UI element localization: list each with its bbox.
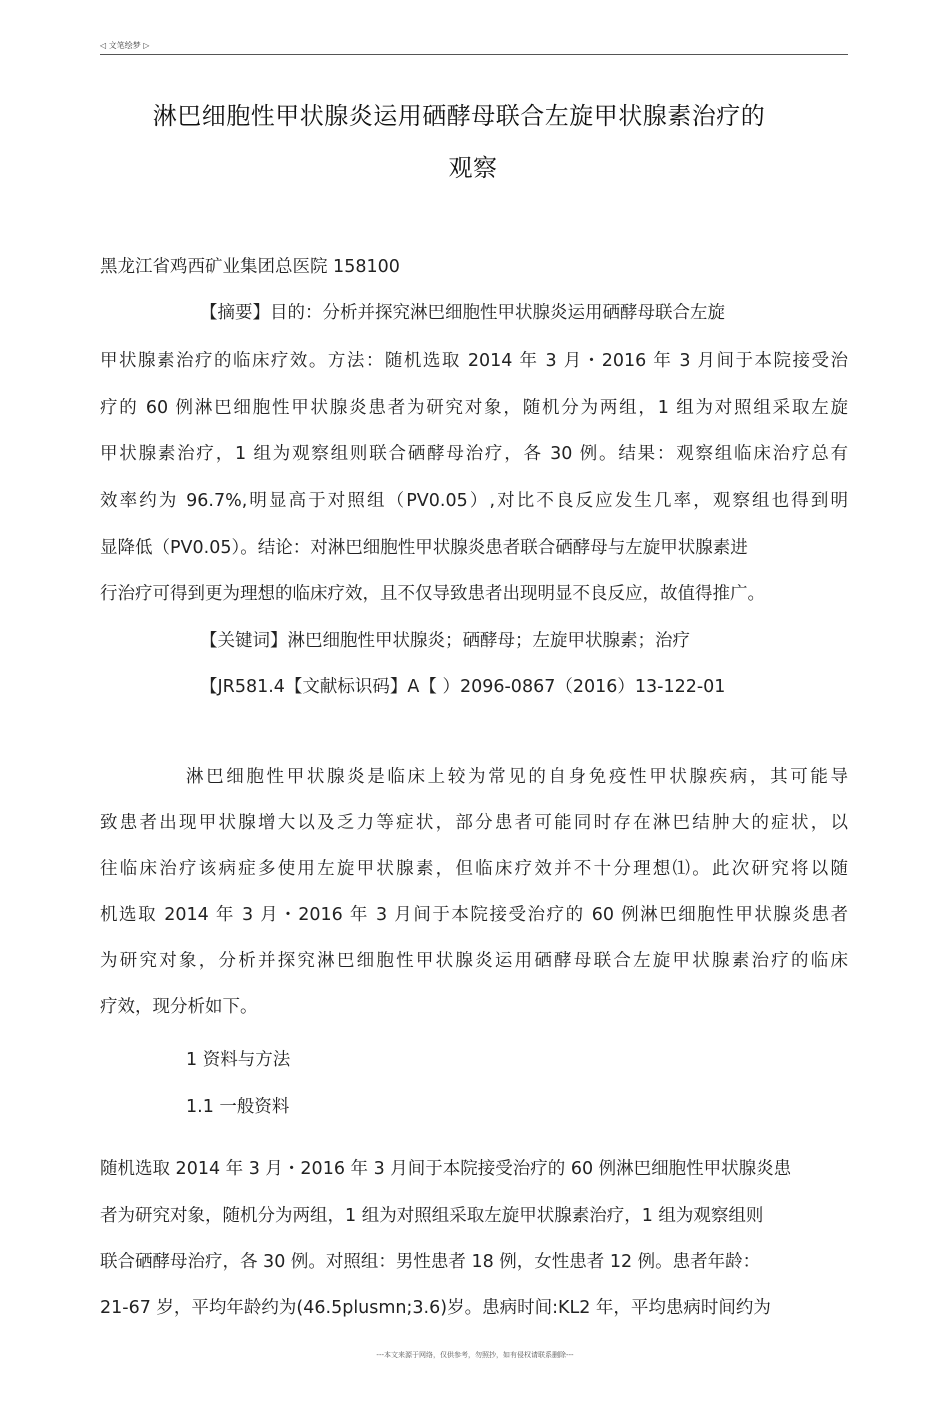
keywords: 【关键词】淋巴细胞性甲状腺炎；硒酵母；左旋甲状腺素；治疗 [200,631,690,651]
intro-line: 淋巴细胞性甲状腺炎是临床上较为常见的自身免疫性甲状腺疾病，其可能导 [186,767,848,787]
intro-line: 往临床治疗该病症多使用左旋甲状腺素，但临床疗效并不十分理想⑴。此次研究将以随 [100,859,848,879]
subsection-heading: 1.1 一般资料 [186,1097,290,1117]
methods-line: 21-67 岁，平均年龄约为(46.5plusmn;3.6)岁。患病时间:KL2 年，平均患病时间约为 [100,1298,771,1318]
methods-line: 者为研究对象，随机分为两组，1 组为对照组采取左旋甲状腺素治疗，1 组为观察组则 [100,1206,764,1226]
intro-line: 机选取 2014 年 3 月・2016 年 3 月间于本院接受治疗的 60 例淋巴细胞性甲状腺炎患者 [100,905,848,925]
abstract-line: 甲状腺素治疗，1 组为观察组则联合硒酵母治疗，各 30 例。结果：观察组临床治疗总有 [100,444,848,464]
intro-line: 疗效，现分析如下。 [100,997,258,1017]
abstract-line: 行治疗可得到更为理想的临床疗效，且不仅导致患者出现明显不良反应，故值得推广。 [100,584,765,604]
header-brand: ◁ 文笔绘梦 ▷ [100,41,150,50]
classification-code: 【JR581.4【文献标识码】A【 ）2096-0867（2016）13-122-01 [200,677,726,697]
affiliation: 黑龙江省鸡西矿业集团总医院 158100 [100,257,400,277]
abstract-line: 显降低（PV0.05）。结论：对淋巴细胞性甲状腺炎患者联合硒酵母与左旋甲状腺素进 [100,538,748,558]
document-title-line-1: 淋巴细胞性甲状腺炎运用硒酵母联合左旋甲状腺素治疗的 [152,102,766,130]
methods-line: 随机选取 2014 年 3 月・2016 年 3 月间于本院接受治疗的 60 例淋巴细胞性甲状腺炎患 [100,1159,792,1179]
abstract-line: 疗的 60 例淋巴细胞性甲状腺炎患者为研究对象，随机分为两组，1 组为对照组采取左旋 [100,398,848,418]
abstract-line: 甲状腺素治疗的临床疗效。方法：随机选取 2014 年 3 月・2016 年 3 月间于本院接受治 [100,351,848,371]
page-header [100,38,848,55]
document-title-line-2: 观察 [448,154,498,182]
methods-line: 联合硒酵母治疗，各 30 例。对照组：男性患者 18 例，女性患者 12 例。患者年龄： [100,1252,761,1272]
abstract-line: 效率约为 96.7%,明显高于对照组（PV0.05）,对比不良反应发生几率，观察组也得到明 [100,491,848,511]
section-heading: 1 资料与方法 [186,1050,291,1070]
intro-line: 为研究对象，分析并探究淋巴细胞性甲状腺炎运用硒酵母联合左旋甲状腺素治疗的临床 [100,951,848,971]
abstract-line: 【摘要】目的：分析并探究淋巴细胞性甲状腺炎运用硒酵母联合左旋 [200,303,725,323]
page-footer: ---本文来源于网络，仅供参考，勿照抄，如有侵权请联系删除--- [376,1351,574,1359]
intro-line: 致患者出现甲状腺增大以及乏力等症状，部分患者可能同时存在淋巴结肿大的症状，以 [100,813,848,833]
